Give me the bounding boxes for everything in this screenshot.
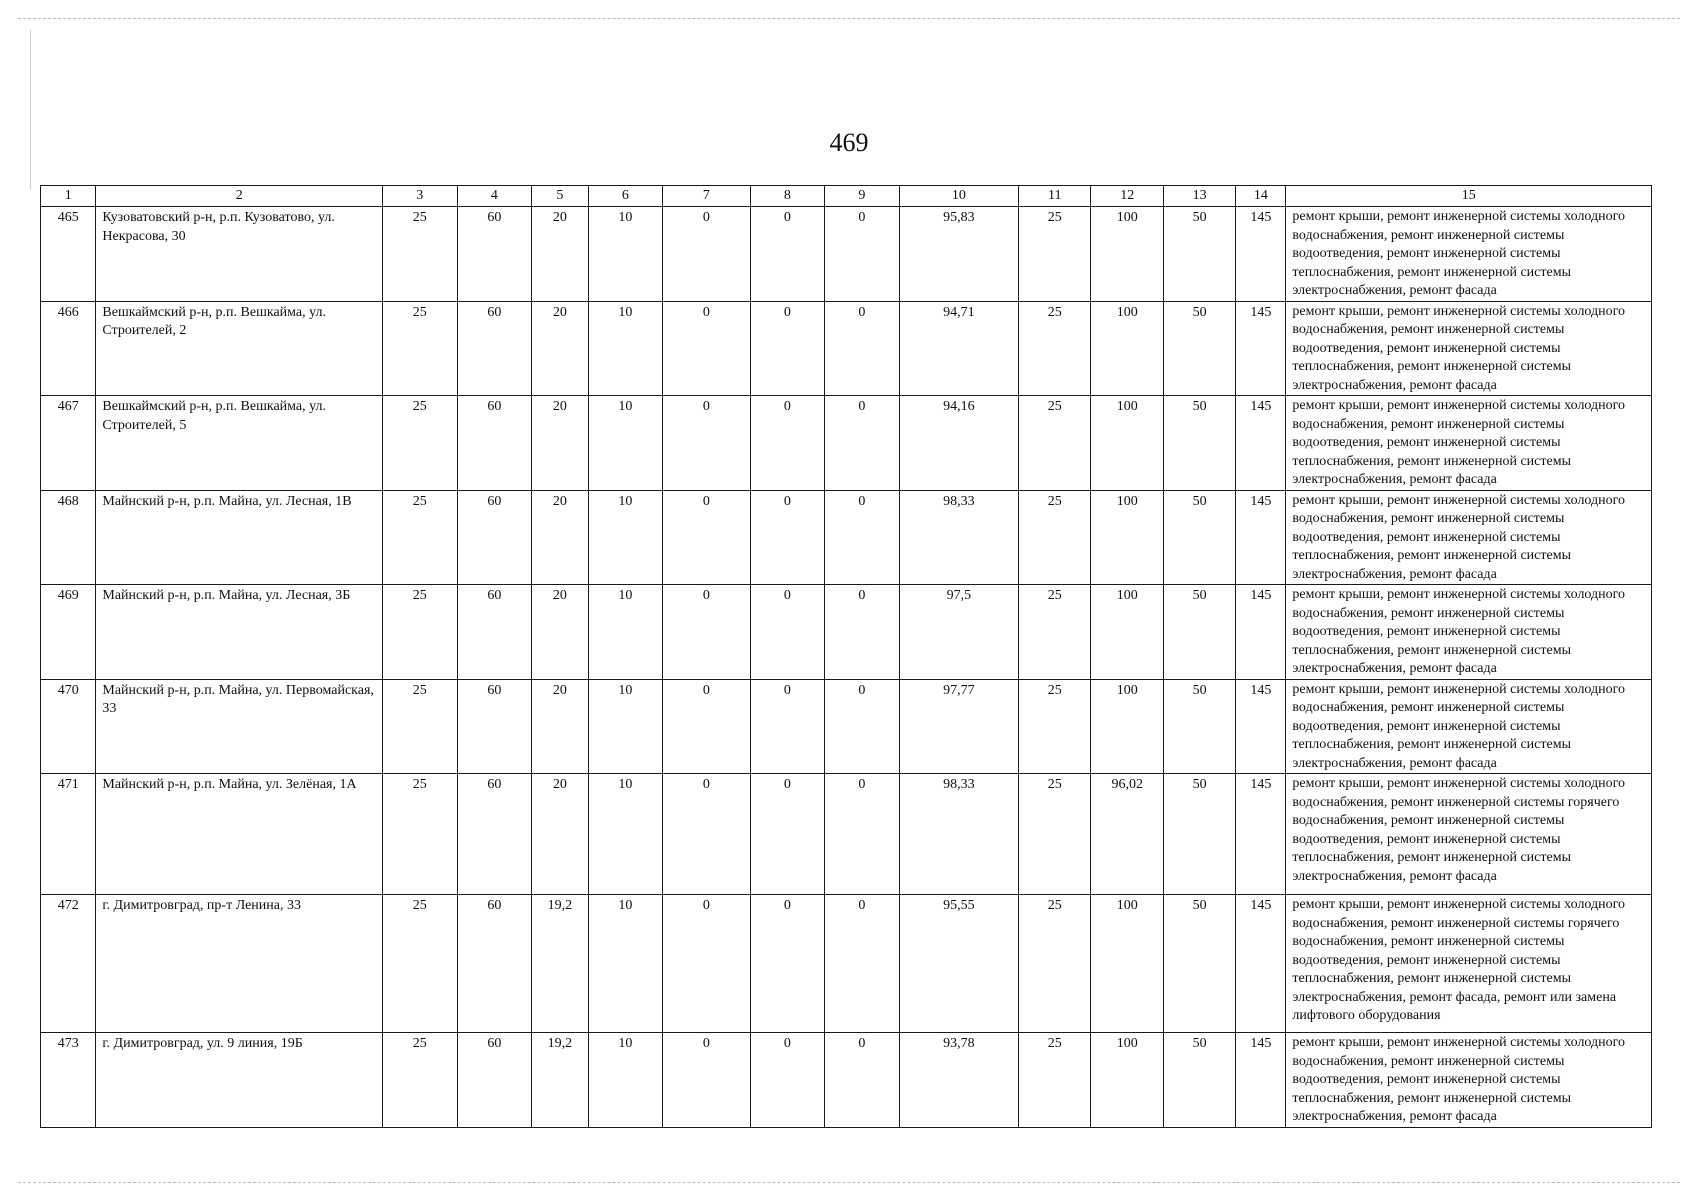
header-cell: 10 (899, 186, 1018, 207)
value-cell: 100 (1091, 585, 1163, 680)
value-cell: 50 (1163, 207, 1235, 302)
value-cell: 25 (383, 207, 458, 302)
value-cell: 0 (663, 895, 750, 1033)
address-cell: Майнский р-н, р.п. Майна, ул. Первомайская, 33 (96, 679, 383, 774)
address-cell: г. Димитровград, пр-т Ленина, 33 (96, 895, 383, 1033)
value-cell: 25 (1019, 679, 1091, 774)
table-row (41, 679, 1652, 774)
row-number-cell: 467 (41, 396, 96, 491)
value-cell: 0 (750, 396, 825, 491)
value-cell: 93,78 (899, 1033, 1018, 1128)
header-cell: 9 (825, 186, 900, 207)
value-cell: 10 (588, 585, 663, 680)
row-number-cell: 471 (41, 774, 96, 895)
value-cell: 145 (1236, 301, 1286, 396)
value-cell: 0 (825, 301, 900, 396)
value-cell: 145 (1236, 774, 1286, 895)
works-description-cell: ремонт крыши, ремонт инженерной системы холодного водоснабжения, ремонт инженерной системы водоотведения, ремонт инженерной системы теплоснабжения, ремонт инженерной системы электроснабжения, ремонт фасада (1286, 490, 1652, 585)
row-number-cell: 470 (41, 679, 96, 774)
value-cell: 50 (1163, 1033, 1235, 1128)
header-cell: 4 (457, 186, 532, 207)
value-cell: 100 (1091, 301, 1163, 396)
value-cell: 50 (1163, 490, 1235, 585)
value-cell: 0 (663, 679, 750, 774)
header-cell: 8 (750, 186, 825, 207)
value-cell: 100 (1091, 679, 1163, 774)
value-cell: 60 (457, 679, 532, 774)
address-cell: Кузоватовский р-н, р.п. Кузоватово, ул. Некрасова, 30 (96, 207, 383, 302)
value-cell: 50 (1163, 396, 1235, 491)
table-row (41, 774, 1652, 895)
address-cell: Вешкаймский р-н, р.п. Вешкайма, ул. Строителей, 5 (96, 396, 383, 491)
value-cell: 10 (588, 490, 663, 585)
value-cell: 20 (532, 679, 588, 774)
value-cell: 0 (750, 774, 825, 895)
value-cell: 25 (1019, 396, 1091, 491)
value-cell: 25 (1019, 301, 1091, 396)
works-description-cell: ремонт крыши, ремонт инженерной системы холодного водоснабжения, ремонт инженерной системы водоотведения, ремонт инженерной системы теплоснабжения, ремонт инженерной системы электроснабжения, ремонт фасада (1286, 585, 1652, 680)
value-cell: 95,83 (899, 207, 1018, 302)
header-cell: 15 (1286, 186, 1652, 207)
table-row (41, 585, 1652, 680)
value-cell: 0 (663, 207, 750, 302)
row-number-cell: 466 (41, 301, 96, 396)
address-cell: Майнский р-н, р.п. Майна, ул. Зелёная, 1А (96, 774, 383, 895)
header-row (41, 186, 1652, 207)
address-cell: Майнский р-н, р.п. Майна, ул. Лесная, 1В (96, 490, 383, 585)
value-cell: 10 (588, 1033, 663, 1128)
value-cell: 19,2 (532, 895, 588, 1033)
value-cell: 0 (663, 396, 750, 491)
value-cell: 25 (1019, 895, 1091, 1033)
table-row (41, 301, 1652, 396)
table-row (41, 490, 1652, 585)
value-cell: 94,16 (899, 396, 1018, 491)
value-cell: 10 (588, 301, 663, 396)
value-cell: 20 (532, 301, 588, 396)
value-cell: 0 (750, 301, 825, 396)
value-cell: 0 (663, 585, 750, 680)
value-cell: 25 (1019, 585, 1091, 680)
value-cell: 94,71 (899, 301, 1018, 396)
value-cell: 60 (457, 585, 532, 680)
value-cell: 10 (588, 895, 663, 1033)
scan-edge-bottom (18, 1182, 1680, 1183)
value-cell: 19,2 (532, 1033, 588, 1128)
value-cell: 60 (457, 396, 532, 491)
value-cell: 10 (588, 207, 663, 302)
value-cell: 0 (663, 490, 750, 585)
table-row (41, 895, 1652, 1033)
row-number-cell: 472 (41, 895, 96, 1033)
value-cell: 60 (457, 774, 532, 895)
header-cell: 13 (1163, 186, 1235, 207)
row-number-cell: 473 (41, 1033, 96, 1128)
value-cell: 100 (1091, 1033, 1163, 1128)
value-cell: 97,77 (899, 679, 1018, 774)
table-row (41, 396, 1652, 491)
value-cell: 0 (825, 774, 900, 895)
value-cell: 0 (663, 774, 750, 895)
value-cell: 25 (383, 1033, 458, 1128)
value-cell: 145 (1236, 396, 1286, 491)
row-number-cell: 468 (41, 490, 96, 585)
header-cell: 2 (96, 186, 383, 207)
value-cell: 25 (383, 895, 458, 1033)
value-cell: 0 (663, 1033, 750, 1128)
value-cell: 60 (457, 1033, 532, 1128)
value-cell: 145 (1236, 490, 1286, 585)
value-cell: 0 (750, 895, 825, 1033)
header-cell: 3 (383, 186, 458, 207)
value-cell: 0 (825, 679, 900, 774)
value-cell: 25 (383, 585, 458, 680)
value-cell: 25 (1019, 490, 1091, 585)
value-cell: 0 (663, 301, 750, 396)
value-cell: 25 (383, 301, 458, 396)
value-cell: 97,5 (899, 585, 1018, 680)
value-cell: 100 (1091, 490, 1163, 585)
value-cell: 60 (457, 490, 532, 585)
value-cell: 0 (750, 679, 825, 774)
value-cell: 25 (383, 490, 458, 585)
value-cell: 145 (1236, 895, 1286, 1033)
value-cell: 10 (588, 679, 663, 774)
value-cell: 25 (1019, 774, 1091, 895)
value-cell: 50 (1163, 679, 1235, 774)
value-cell: 50 (1163, 895, 1235, 1033)
value-cell: 20 (532, 774, 588, 895)
value-cell: 96,02 (1091, 774, 1163, 895)
value-cell: 100 (1091, 396, 1163, 491)
value-cell: 20 (532, 207, 588, 302)
value-cell: 0 (825, 490, 900, 585)
value-cell: 60 (457, 207, 532, 302)
value-cell: 0 (825, 396, 900, 491)
works-description-cell: ремонт крыши, ремонт инженерной системы холодного водоснабжения, ремонт инженерной системы водоотведения, ремонт инженерной системы теплоснабжения, ремонт инженерной системы электроснабжения, ремонт фасада (1286, 301, 1652, 396)
value-cell: 100 (1091, 207, 1163, 302)
value-cell: 98,33 (899, 774, 1018, 895)
value-cell: 25 (383, 774, 458, 895)
row-number-cell: 465 (41, 207, 96, 302)
value-cell: 0 (750, 585, 825, 680)
works-description-cell: ремонт крыши, ремонт инженерной системы холодного водоснабжения, ремонт инженерной системы горячего водоснабжения, ремонт инженерной системы водоотведения, ремонт инженерной системы теплоснабжения, ремонт инженерной системы электроснабжения, ремонт фасада (1286, 774, 1652, 895)
value-cell: 0 (750, 207, 825, 302)
value-cell: 0 (750, 1033, 825, 1128)
value-cell: 20 (532, 490, 588, 585)
value-cell: 145 (1236, 679, 1286, 774)
value-cell: 50 (1163, 774, 1235, 895)
value-cell: 20 (532, 396, 588, 491)
scan-edge-top (18, 18, 1680, 19)
value-cell: 95,55 (899, 895, 1018, 1033)
value-cell: 0 (825, 207, 900, 302)
value-cell: 25 (1019, 1033, 1091, 1128)
value-cell: 50 (1163, 585, 1235, 680)
value-cell: 100 (1091, 895, 1163, 1033)
works-description-cell: ремонт крыши, ремонт инженерной системы холодного водоснабжения, ремонт инженерной системы водоотведения, ремонт инженерной системы теплоснабжения, ремонт инженерной системы электроснабжения, ремонт фасада (1286, 396, 1652, 491)
header-cell: 6 (588, 186, 663, 207)
value-cell: 25 (383, 396, 458, 491)
header-cell: 7 (663, 186, 750, 207)
value-cell: 60 (457, 301, 532, 396)
value-cell: 10 (588, 396, 663, 491)
value-cell: 145 (1236, 585, 1286, 680)
value-cell: 60 (457, 895, 532, 1033)
works-description-cell: ремонт крыши, ремонт инженерной системы холодного водоснабжения, ремонт инженерной системы водоотведения, ремонт инженерной системы теплоснабжения, ремонт инженерной системы электроснабжения, ремонт фасада (1286, 1033, 1652, 1128)
table-row (41, 1033, 1652, 1128)
address-cell: Майнский р-н, р.п. Майна, ул. Лесная, 3Б (96, 585, 383, 680)
header-cell: 11 (1019, 186, 1091, 207)
works-description-cell: ремонт крыши, ремонт инженерной системы холодного водоснабжения, ремонт инженерной системы водоотведения, ремонт инженерной системы теплоснабжения, ремонт инженерной системы электроснабжения, ремонт фасада (1286, 207, 1652, 302)
value-cell: 145 (1236, 207, 1286, 302)
header-cell: 1 (41, 186, 96, 207)
header-cell: 5 (532, 186, 588, 207)
value-cell: 0 (750, 490, 825, 585)
value-cell: 0 (825, 585, 900, 680)
works-description-cell: ремонт крыши, ремонт инженерной системы холодного водоснабжения, ремонт инженерной системы водоотведения, ремонт инженерной системы теплоснабжения, ремонт инженерной системы электроснабжения, ремонт фасада (1286, 679, 1652, 774)
header-cell: 12 (1091, 186, 1163, 207)
value-cell: 10 (588, 774, 663, 895)
value-cell: 25 (1019, 207, 1091, 302)
page-number: 469 (829, 128, 869, 157)
value-cell: 145 (1236, 1033, 1286, 1128)
address-cell: Вешкаймский р-н, р.п. Вешкайма, ул. Строителей, 2 (96, 301, 383, 396)
value-cell: 0 (825, 1033, 900, 1128)
table-row (41, 207, 1652, 302)
row-number-cell: 469 (41, 585, 96, 680)
value-cell: 0 (825, 895, 900, 1033)
scan-edge-left (30, 30, 31, 190)
value-cell: 25 (383, 679, 458, 774)
works-table (40, 185, 1652, 1128)
value-cell: 50 (1163, 301, 1235, 396)
works-description-cell: ремонт крыши, ремонт инженерной системы холодного водоснабжения, ремонт инженерной системы горячего водоснабжения, ремонт инженерной системы водоотведения, ремонт инженерной системы теплоснабжения, ремонт инженерной системы электроснабжения, ремонт фасада, ремонт или замена лифтового оборудования (1286, 895, 1652, 1033)
value-cell: 20 (532, 585, 588, 680)
address-cell: г. Димитровград, ул. 9 линия, 19Б (96, 1033, 383, 1128)
value-cell: 98,33 (899, 490, 1018, 585)
header-cell: 14 (1236, 186, 1286, 207)
